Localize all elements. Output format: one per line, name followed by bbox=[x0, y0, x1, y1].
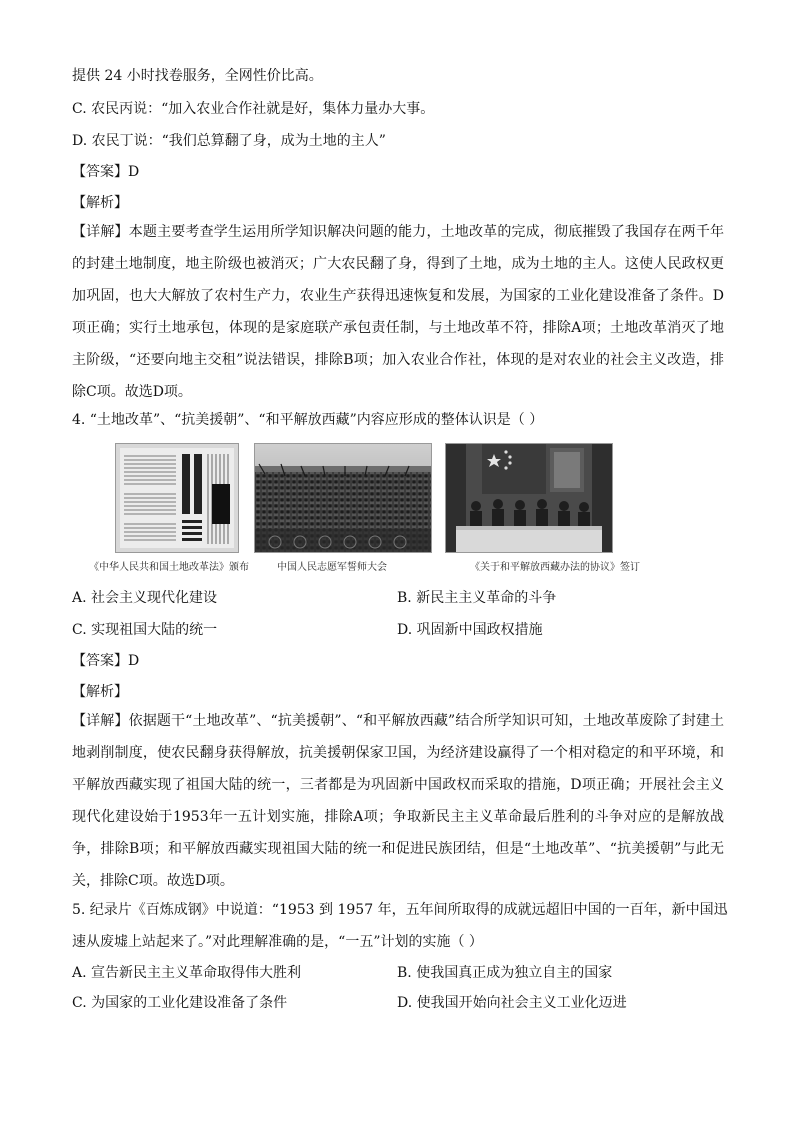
q5-option-a[interactable]: A. 宣告新民主主义革命取得伟大胜利 bbox=[72, 965, 302, 981]
option-d-prev: D. 农民丁说：“我们总算翻了身，成为土地的主人” bbox=[72, 133, 386, 149]
analysis-tag-prev: 【解析】 bbox=[72, 195, 128, 211]
q4-option-b[interactable]: B. 新民主主义革命的斗争 bbox=[397, 590, 557, 606]
question-4-stem: 4. “土地改革”、“抗美援朝”、“和平解放西藏”内容应形成的整体认识是（ ） bbox=[72, 412, 544, 428]
caption-newspaper: 《中华人民共和国土地改革法》颁布 bbox=[89, 562, 249, 573]
question-5-stem-2: 速从废墟上站起来了。”对此理解准确的是，“一五”计划的实施（ ） bbox=[72, 934, 483, 950]
detail-prev: 【详解】本题主要考查学生运用所学知识解决问题的能力，土地改革的完成，彻底摧毁了我国存在两千年的封建土地制度，地主阶级也被消灭；广大农民翻了身，得到了土地，成为土地的主人。这使人民政权更加巩固，也大大解放了农村生产力，农业生产获得迅速恢复和发展，为国家的工业化建设准备了条件。D项正确；实行土地承包，体现的是家庭联产承包责任制，与土地改革不符，排除A项；土地改革消灭了地主阶级，“还要向地主交租”说法错误，排除B项；加入农业合作社，体现的是对农业的社会主义改造，排除C项。故选D项。 bbox=[72, 224, 724, 400]
newspaper-image bbox=[115, 443, 239, 553]
answer-prev: 【答案】D bbox=[72, 164, 140, 180]
q5-option-d[interactable]: D. 使我国开始向社会主义工业化迈进 bbox=[397, 995, 627, 1011]
rally-photo bbox=[254, 443, 432, 553]
q4-option-d[interactable]: D. 巩固新中国政权措施 bbox=[397, 622, 543, 638]
caption-signing: 《关于和平解放西藏办法的协议》签订 bbox=[470, 562, 640, 573]
q4-option-a[interactable]: A. 社会主义现代化建设 bbox=[72, 590, 218, 606]
figure-signing bbox=[445, 443, 613, 557]
option-c-prev: C. 农民丙说：“加入农业合作社就是好，集体力量办大事。 bbox=[72, 101, 435, 117]
signing-photo bbox=[445, 443, 613, 553]
ad-line: 提供 24 小时找卷服务，全网性价比高。 bbox=[72, 68, 323, 84]
figure-newspaper bbox=[115, 443, 239, 557]
q4-option-c[interactable]: C. 实现祖国大陆的统一 bbox=[72, 622, 218, 638]
q4-answer: 【答案】D bbox=[72, 653, 140, 669]
figure-rally bbox=[254, 443, 432, 557]
question-5-stem-1: 5. 纪录片《百炼成钢》中说道：“1953 到 1957 年，五年间所取得的成就远超旧中国的一百年，新中国迅 bbox=[72, 902, 728, 918]
caption-rally: 中国人民志愿军誓师大会 bbox=[277, 562, 387, 573]
q5-option-b[interactable]: B. 使我国真正成为独立自主的国家 bbox=[397, 965, 613, 981]
q5-option-c[interactable]: C. 为国家的工业化建设准备了条件 bbox=[72, 995, 288, 1011]
q4-analysis-tag: 【解析】 bbox=[72, 684, 128, 700]
q4-detail: 【详解】依据题干“土地改革”、“抗美援朝”、“和平解放西藏”结合所学知识可知，土地改革废除了封建土地剥削制度，使农民翻身获得解放，抗美援朝保家卫国，为经济建设赢得了一个相对稳定的和平环境，和平解放西藏实现了祖国大陆的统一，三者都是为巩固新中国政权而采取的措施，D项正确；开展社会主义现代化建设始于1953年一五计划实施，排除A项；争取新民主主义革命最后胜利的斗争对应的是解放战争，排除B项；和平解放西藏实现祖国大陆的统一和促进民族团结，但是“土地改革”、“抗美援朝”与此无关，排除C项。故选D项。 bbox=[72, 713, 724, 889]
flag bbox=[482, 444, 546, 494]
